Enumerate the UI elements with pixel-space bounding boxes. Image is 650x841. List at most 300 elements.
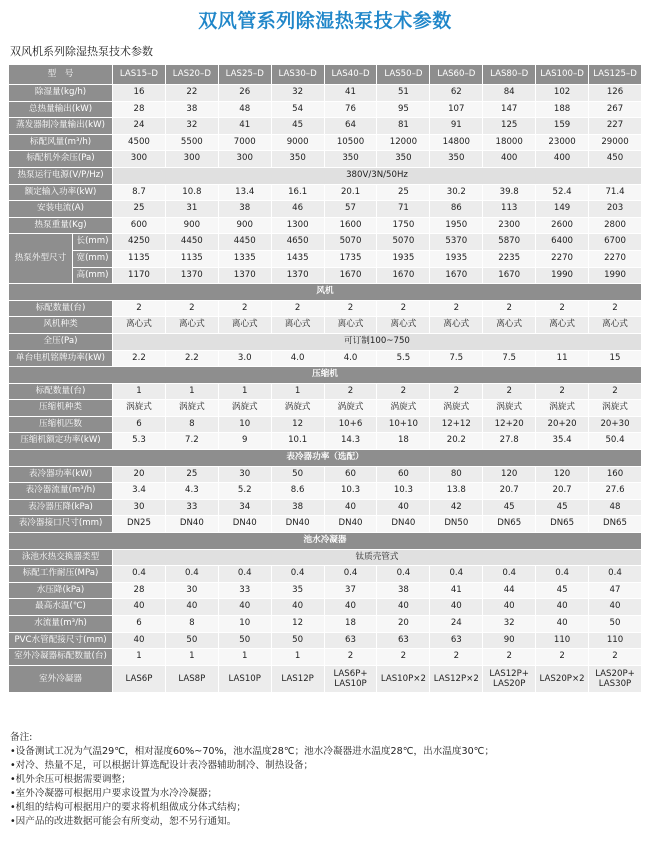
- value-cell: LAS6P+ LAS10P: [324, 665, 377, 692]
- table-row: [9, 582, 642, 599]
- value-cell: 41: [430, 582, 483, 599]
- model-column-header: LAS125–D: [589, 65, 642, 85]
- value-cell: 45: [536, 499, 589, 516]
- value-cell: 10: [218, 416, 271, 433]
- value-cell: 2: [483, 383, 536, 400]
- table-row: [9, 665, 642, 692]
- table-row: [9, 483, 642, 500]
- value-cell: 28: [113, 101, 166, 118]
- value-cell: LAS12P×2: [430, 665, 483, 692]
- value-cell: 14.3: [324, 433, 377, 450]
- value-cell: 5.3: [113, 433, 166, 450]
- row-label: 热泵重量(Kg): [9, 217, 113, 234]
- value-cell: 27.8: [483, 433, 536, 450]
- value-cell: 57: [324, 201, 377, 218]
- value-cell: LAS20P+ LAS30P: [589, 665, 642, 692]
- row-label: PVC水管配接尺寸(mm): [9, 632, 113, 649]
- value-cell: 107: [430, 101, 483, 118]
- value-cell: 40: [324, 499, 377, 516]
- value-cell: 40: [165, 599, 218, 616]
- value-cell: 12+12: [430, 416, 483, 433]
- value-cell: 34: [218, 499, 271, 516]
- spec-table-body: [9, 65, 642, 693]
- value-cell: 40: [377, 499, 430, 516]
- value-cell: LAS6P: [113, 665, 166, 692]
- value-cell: 1370: [271, 267, 324, 284]
- value-cell: 40: [377, 599, 430, 616]
- row-label: 表冷器压降(kPa): [9, 499, 113, 516]
- value-cell: 5870: [483, 234, 536, 251]
- value-cell: 1135: [165, 250, 218, 267]
- value-cell: 0.4: [483, 566, 536, 583]
- value-cell: 48: [218, 101, 271, 118]
- value-cell: 20.2: [430, 433, 483, 450]
- value-cell: 离心式: [589, 317, 642, 334]
- value-cell: 20: [377, 616, 430, 633]
- table-row: [9, 516, 642, 533]
- value-cell: 涡旋式: [483, 400, 536, 417]
- value-cell: 9000: [271, 134, 324, 151]
- value-cell: 40: [483, 599, 536, 616]
- value-cell: 1670: [430, 267, 483, 284]
- value-cell: 14800: [430, 134, 483, 151]
- table-row: [9, 632, 642, 649]
- value-cell: 10.1: [271, 433, 324, 450]
- value-cell: 1135: [113, 250, 166, 267]
- value-cell: 0.4: [324, 566, 377, 583]
- value-cell: 23000: [536, 134, 589, 151]
- value-cell: 76: [324, 101, 377, 118]
- value-cell: 2: [536, 383, 589, 400]
- value-cell: 0.4: [430, 566, 483, 583]
- value-cell: 32: [165, 118, 218, 135]
- value-cell: 涡旋式: [113, 400, 166, 417]
- value-cell: 90: [483, 632, 536, 649]
- value-cell: 80: [430, 466, 483, 483]
- value-cell: 29000: [589, 134, 642, 151]
- spanning-value: 380V/3N/50Hz: [113, 167, 642, 184]
- value-cell: 18000: [483, 134, 536, 151]
- note-line: •设备测试工况为气温29℃，相对湿度60%~70%，池水温度28℃；池水冷凝器进水温度28℃，出水温度30℃；: [10, 746, 495, 757]
- value-cell: DN40: [377, 516, 430, 533]
- value-cell: 84: [483, 85, 536, 102]
- value-cell: LAS8P: [165, 665, 218, 692]
- value-cell: DN40: [218, 516, 271, 533]
- value-cell: 离心式: [218, 317, 271, 334]
- value-cell: 12: [271, 616, 324, 633]
- value-cell: 4450: [165, 234, 218, 251]
- value-cell: 20.1: [324, 184, 377, 201]
- value-cell: 20.7: [483, 483, 536, 500]
- table-row: [9, 416, 642, 433]
- value-cell: 24: [113, 118, 166, 135]
- value-cell: 涡旋式: [218, 400, 271, 417]
- value-cell: 32: [271, 85, 324, 102]
- value-cell: 0.4: [271, 566, 324, 583]
- value-cell: 35.4: [536, 433, 589, 450]
- value-cell: 1935: [430, 250, 483, 267]
- value-cell: 2: [430, 649, 483, 666]
- value-cell: 20: [113, 466, 166, 483]
- value-cell: 2: [271, 300, 324, 317]
- sub-row-label: 宽(mm): [73, 250, 113, 267]
- value-cell: 15: [589, 350, 642, 367]
- row-label: 压缩机种类: [9, 400, 113, 417]
- model-column-header: LAS80–D: [483, 65, 536, 85]
- value-cell: 10.3: [377, 483, 430, 500]
- table-row: [9, 85, 642, 102]
- value-cell: 1: [218, 649, 271, 666]
- value-cell: DN25: [113, 516, 166, 533]
- value-cell: 3.4: [113, 483, 166, 500]
- table-row: [9, 599, 642, 616]
- row-label: 全压(Pa): [9, 333, 113, 350]
- value-cell: 2: [589, 300, 642, 317]
- row-label: 总热量输出(kW): [9, 101, 113, 118]
- table-row: [9, 333, 642, 350]
- value-cell: 2: [324, 300, 377, 317]
- value-cell: 1335: [218, 250, 271, 267]
- value-cell: 5070: [324, 234, 377, 251]
- value-cell: 2: [483, 300, 536, 317]
- value-cell: 1935: [377, 250, 430, 267]
- value-cell: 86: [430, 201, 483, 218]
- value-cell: 3.0: [218, 350, 271, 367]
- value-cell: 9: [218, 433, 271, 450]
- model-column-header: LAS15–D: [113, 65, 166, 85]
- value-cell: 25: [377, 184, 430, 201]
- table-row: [9, 300, 642, 317]
- table-row: [9, 267, 642, 284]
- table-row: [9, 167, 642, 184]
- value-cell: DN40: [165, 516, 218, 533]
- model-column-header: LAS20–D: [165, 65, 218, 85]
- value-cell: 0.4: [536, 566, 589, 583]
- spec-table: [8, 64, 642, 693]
- value-cell: 0.4: [218, 566, 271, 583]
- model-column-header: LAS30–D: [271, 65, 324, 85]
- value-cell: 1370: [218, 267, 271, 284]
- value-cell: 159: [536, 118, 589, 135]
- table-row: [9, 400, 642, 417]
- value-cell: 2800: [589, 217, 642, 234]
- value-cell: 涡旋式: [536, 400, 589, 417]
- value-cell: 10500: [324, 134, 377, 151]
- value-cell: 离心式: [377, 317, 430, 334]
- value-cell: 45: [536, 582, 589, 599]
- value-cell: 40: [536, 599, 589, 616]
- value-cell: 2300: [483, 217, 536, 234]
- value-cell: 1: [113, 383, 166, 400]
- value-cell: 4650: [271, 234, 324, 251]
- value-cell: 147: [483, 101, 536, 118]
- table-row: [9, 201, 642, 218]
- value-cell: DN65: [483, 516, 536, 533]
- value-cell: 51: [377, 85, 430, 102]
- value-cell: 160: [589, 466, 642, 483]
- value-cell: 2270: [536, 250, 589, 267]
- row-label: 表冷器功率(kW): [9, 466, 113, 483]
- value-cell: 8.6: [271, 483, 324, 500]
- row-label: 热泵运行电源(V/P/Hz): [9, 167, 113, 184]
- value-cell: 30: [165, 582, 218, 599]
- value-cell: 54: [271, 101, 324, 118]
- value-cell: 0.4: [589, 566, 642, 583]
- note-line: •因产品的改进数据可能会有所变动，恕不另行通知。: [10, 816, 237, 827]
- value-cell: 2: [165, 300, 218, 317]
- value-cell: 涡旋式: [589, 400, 642, 417]
- table-row: [9, 350, 642, 367]
- value-cell: 6700: [589, 234, 642, 251]
- value-cell: LAS12P+ LAS20P: [483, 665, 536, 692]
- value-cell: 12000: [377, 134, 430, 151]
- value-cell: 350: [324, 151, 377, 168]
- value-cell: DN40: [271, 516, 324, 533]
- value-cell: 38: [218, 201, 271, 218]
- value-cell: 离心式: [165, 317, 218, 334]
- value-cell: 离心式: [271, 317, 324, 334]
- value-cell: 26: [218, 85, 271, 102]
- value-cell: 38: [271, 499, 324, 516]
- value-cell: 2: [377, 383, 430, 400]
- table-row: [9, 184, 642, 201]
- value-cell: 350: [430, 151, 483, 168]
- value-cell: 1990: [589, 267, 642, 284]
- table-row: [9, 616, 642, 633]
- table-row: [9, 433, 642, 450]
- row-label: 室外冷凝器: [9, 665, 113, 692]
- value-cell: 2: [377, 649, 430, 666]
- value-cell: 32: [483, 616, 536, 633]
- value-cell: 95: [377, 101, 430, 118]
- table-row: [9, 533, 642, 550]
- value-cell: 4250: [113, 234, 166, 251]
- value-cell: 2: [536, 649, 589, 666]
- value-cell: 2235: [483, 250, 536, 267]
- value-cell: 离心式: [483, 317, 536, 334]
- value-cell: 7.5: [430, 350, 483, 367]
- value-cell: 46: [271, 201, 324, 218]
- notes-heading: 备注:: [10, 732, 33, 743]
- value-cell: 12: [271, 416, 324, 433]
- row-label: 表冷器流量(m³/h): [9, 483, 113, 500]
- row-label: 标配风量(m³/h): [9, 134, 113, 151]
- value-cell: 5.5: [377, 350, 430, 367]
- value-cell: 30: [113, 499, 166, 516]
- value-cell: 1990: [536, 267, 589, 284]
- value-cell: 4.0: [324, 350, 377, 367]
- value-cell: 102: [536, 85, 589, 102]
- row-label: 水压降(kPa): [9, 582, 113, 599]
- value-cell: 300: [218, 151, 271, 168]
- row-label: 额定输入功率(kW): [9, 184, 113, 201]
- value-cell: 10+10: [377, 416, 430, 433]
- table-row: [9, 566, 642, 583]
- value-cell: LAS20P×2: [536, 665, 589, 692]
- value-cell: 63: [324, 632, 377, 649]
- value-cell: 91: [430, 118, 483, 135]
- value-cell: 6: [113, 416, 166, 433]
- row-label: 标配机外余压(Pa): [9, 151, 113, 168]
- value-cell: DN50: [430, 516, 483, 533]
- value-cell: 50: [218, 632, 271, 649]
- value-cell: 1670: [324, 267, 377, 284]
- value-cell: 5070: [377, 234, 430, 251]
- value-cell: 60: [377, 466, 430, 483]
- value-cell: DN40: [324, 516, 377, 533]
- model-column-header: LAS50–D: [377, 65, 430, 85]
- value-cell: 50: [271, 466, 324, 483]
- value-cell: 2: [589, 383, 642, 400]
- value-cell: 16.1: [271, 184, 324, 201]
- value-cell: 2: [218, 300, 271, 317]
- value-cell: 2: [377, 300, 430, 317]
- value-cell: 120: [536, 466, 589, 483]
- value-cell: 4.0: [271, 350, 324, 367]
- value-cell: 1600: [324, 217, 377, 234]
- table-row: [9, 250, 642, 267]
- row-label: 最高水温(℃): [9, 599, 113, 616]
- value-cell: 30.2: [430, 184, 483, 201]
- value-cell: 2: [324, 383, 377, 400]
- value-cell: 31: [165, 201, 218, 218]
- value-cell: DN65: [589, 516, 642, 533]
- value-cell: 40: [271, 599, 324, 616]
- value-cell: 30: [218, 466, 271, 483]
- value-cell: 4450: [218, 234, 271, 251]
- note-line: •室外冷凝器可根据用户要求设置为水冷冷凝器；: [10, 788, 218, 799]
- value-cell: 203: [589, 201, 642, 218]
- value-cell: 16: [113, 85, 166, 102]
- value-cell: 2: [430, 300, 483, 317]
- table-row: [9, 466, 642, 483]
- value-cell: 7.5: [483, 350, 536, 367]
- sub-row-label: 高(mm): [73, 267, 113, 284]
- row-label: 单台电机铭牌功率(kW): [9, 350, 113, 367]
- value-cell: 5500: [165, 134, 218, 151]
- value-cell: 1: [271, 383, 324, 400]
- table-row: [9, 367, 642, 384]
- value-cell: 8: [165, 416, 218, 433]
- value-cell: 2600: [536, 217, 589, 234]
- value-cell: 33: [218, 582, 271, 599]
- value-cell: 涡旋式: [165, 400, 218, 417]
- value-cell: 33: [165, 499, 218, 516]
- spanning-value: 钛质壳管式: [113, 549, 642, 566]
- value-cell: 0.4: [165, 566, 218, 583]
- value-cell: 5.2: [218, 483, 271, 500]
- page-title: 双风管系列除湿热泵技术参数: [198, 10, 452, 32]
- value-cell: 48: [589, 499, 642, 516]
- value-cell: 40: [430, 599, 483, 616]
- value-cell: 45: [483, 499, 536, 516]
- table-row: [9, 549, 642, 566]
- value-cell: 13.8: [430, 483, 483, 500]
- value-cell: 25: [113, 201, 166, 218]
- value-cell: 13.4: [218, 184, 271, 201]
- spanning-value: 可订制100~750: [113, 333, 642, 350]
- value-cell: 离心式: [430, 317, 483, 334]
- row-label: 除湿量(kg/h): [9, 85, 113, 102]
- value-cell: 350: [271, 151, 324, 168]
- table-row: [9, 234, 642, 251]
- table-row: [9, 499, 642, 516]
- row-label: 压缩机额定功率(kW): [9, 433, 113, 450]
- notes-section: [10, 731, 494, 829]
- value-cell: 2.2: [113, 350, 166, 367]
- row-label: 表冷器接口尺寸(mm): [9, 516, 113, 533]
- value-cell: 18: [377, 433, 430, 450]
- row-label: 蒸发器制冷量输出(kW): [9, 118, 113, 135]
- table-row: [9, 65, 642, 85]
- row-label: 标配数量(台): [9, 300, 113, 317]
- value-cell: 52.4: [536, 184, 589, 201]
- table-row: [9, 450, 642, 467]
- value-cell: LAS10P×2: [377, 665, 430, 692]
- value-cell: 1370: [165, 267, 218, 284]
- sub-row-label: 长(mm): [73, 234, 113, 251]
- value-cell: 10+6: [324, 416, 377, 433]
- value-cell: 1950: [430, 217, 483, 234]
- value-cell: 25: [165, 466, 218, 483]
- value-cell: 18: [324, 616, 377, 633]
- value-cell: DN65: [536, 516, 589, 533]
- value-cell: 1: [165, 383, 218, 400]
- value-cell: 8: [165, 616, 218, 633]
- value-cell: 900: [165, 217, 218, 234]
- value-cell: 2: [430, 383, 483, 400]
- row-label: 室外冷凝器标配数量(台): [9, 649, 113, 666]
- value-cell: 6: [113, 616, 166, 633]
- value-cell: 35: [271, 582, 324, 599]
- value-cell: LAS10P: [218, 665, 271, 692]
- value-cell: 40: [536, 616, 589, 633]
- value-cell: 40: [589, 599, 642, 616]
- value-cell: LAS12P: [271, 665, 324, 692]
- table-row: [9, 134, 642, 151]
- value-cell: 71: [377, 201, 430, 218]
- value-cell: 1170: [113, 267, 166, 284]
- value-cell: 12+20: [483, 416, 536, 433]
- value-cell: 40: [113, 632, 166, 649]
- value-cell: 62: [430, 85, 483, 102]
- value-cell: 22: [165, 85, 218, 102]
- value-cell: 50: [271, 632, 324, 649]
- value-cell: 1670: [483, 267, 536, 284]
- table-row: [9, 118, 642, 135]
- value-cell: 267: [589, 101, 642, 118]
- value-cell: 1750: [377, 217, 430, 234]
- value-cell: 5370: [430, 234, 483, 251]
- value-cell: 1735: [324, 250, 377, 267]
- note-line: •对冷、热量不足，可以根据计算选配设计表冷器辅助制冷、制热设备；: [10, 760, 314, 771]
- value-cell: 1670: [377, 267, 430, 284]
- value-cell: 45: [271, 118, 324, 135]
- value-cell: 1: [165, 649, 218, 666]
- value-cell: 400: [536, 151, 589, 168]
- value-cell: 900: [218, 217, 271, 234]
- value-cell: 400: [483, 151, 536, 168]
- value-cell: 38: [377, 582, 430, 599]
- value-cell: 1: [271, 649, 324, 666]
- value-cell: 离心式: [536, 317, 589, 334]
- value-cell: 42: [430, 499, 483, 516]
- model-column-header: LAS40–D: [324, 65, 377, 85]
- row-label: 标配数量(台): [9, 383, 113, 400]
- note-line: •机外余压可根据需要调整；: [10, 774, 131, 785]
- value-cell: 63: [377, 632, 430, 649]
- model-column-header: LAS60–D: [430, 65, 483, 85]
